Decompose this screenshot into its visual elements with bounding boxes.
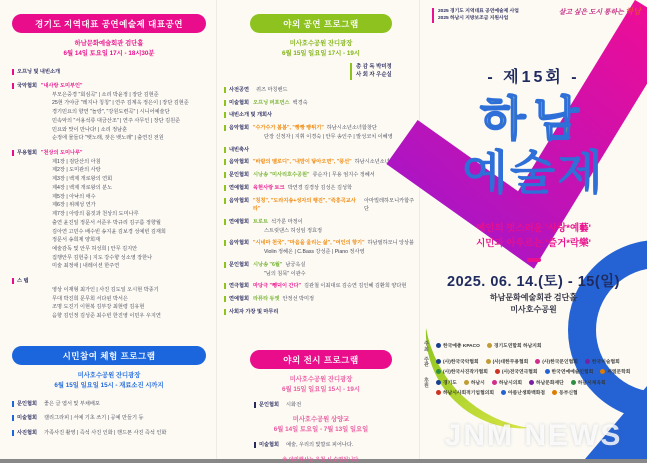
citizen-program-venue — [12, 371, 206, 391]
section-label: 음악협회 — [229, 197, 250, 204]
section-title: 시낭송 "미사리호수공원" — [253, 172, 310, 179]
section-text: 가족사진 촬영 | 즉석 사진 인화 | 핸드폰 사진 즉석 인화 — [44, 429, 167, 436]
section-text: 좋은 글 엽서 및 부채배포 — [44, 400, 100, 407]
section-label: 국악협회 — [17, 83, 38, 90]
festival-date: 2025. 06. 14.(토) - 15(일) — [447, 274, 620, 290]
program-section — [224, 197, 418, 214]
section-line: Violin 정혜온 | C.Bass 강성준 | Piano 정사영 — [264, 249, 365, 256]
section-line: 제3장 | 백제 개로왕의 연회 — [52, 176, 113, 183]
section-line: 집행안무 김헌중 | 지도 강수향 성소영 장한나 — [52, 254, 153, 261]
section-heading — [12, 82, 206, 91]
rain-cancellation-note: ※ 야외행사는 우천 시 순연됩니다. — [282, 457, 360, 463]
logo-name: (사)한국국악협회 — [443, 359, 479, 365]
logo-icon — [501, 390, 506, 395]
section-label: 문인협회 — [259, 401, 280, 408]
section-text: 안정선 박미정 — [282, 296, 315, 303]
logo-name: (사)대한무용협회 — [492, 359, 529, 365]
logo-icon — [545, 369, 550, 374]
section-line: 조명 도진기 이현복 김부강 최현령 김유현 — [52, 304, 145, 311]
section-title: "바람의 멜로디", "내맘이 닿아오면", "풍선" — [253, 159, 352, 166]
section-title: "시네마 천국", "마음을 울리는 삶", "여인의 향기" — [253, 240, 365, 247]
program-section — [224, 308, 418, 317]
section-line: 스트릿댄스 허성임 정효정 — [264, 227, 323, 234]
section-heading — [224, 86, 418, 95]
section-title: 라퓨타 듀엣 — [253, 296, 280, 303]
section-heading — [224, 239, 418, 248]
section-line: 제1장 | 검단산의 아침 — [52, 158, 101, 165]
venue-name: 미사호수공원 상양교 — [292, 416, 350, 424]
program-section — [12, 414, 206, 423]
organizer-logo — [600, 368, 630, 375]
section-title: "내사랑 도미부인" — [41, 83, 83, 90]
organizer-logo — [486, 358, 529, 365]
program-section — [224, 295, 418, 304]
section-label: 내빈축사 — [229, 146, 250, 153]
logo-name: (사)한국사진작가협회 — [443, 369, 488, 375]
section-line: 제6장 | 위례성 연가 — [52, 202, 96, 209]
section-bullet — [224, 198, 226, 204]
logo-icon — [436, 343, 441, 348]
news-watermark: JNM NEWS — [444, 419, 623, 452]
section-label: 미술협회 — [229, 99, 250, 106]
section-line: 순정에 물들다 "뱃노래, 잦은 뱃노래" | 출연진 전원 — [52, 135, 164, 142]
section-heading — [12, 68, 206, 77]
section-bullet — [254, 442, 256, 448]
section-title: "수가수가 봄봄", "빵빵 빵튀기" — [253, 125, 324, 132]
section-heading — [224, 218, 418, 227]
organizer-logo — [495, 368, 538, 375]
section-label: 미술협회 — [17, 415, 38, 422]
section-text: 김관철 이최대로 김승연 김인혜 김환희 양다현 — [303, 283, 407, 290]
section-label: 오프닝 및 내빈소개 — [17, 68, 60, 75]
section-bullet — [224, 309, 226, 315]
logo-icon — [436, 380, 441, 385]
logo-icon — [492, 380, 497, 385]
section-bullet — [12, 150, 14, 156]
main-performance-venue — [12, 39, 206, 59]
section-label: 무용협회 — [17, 150, 38, 157]
section-heading — [254, 441, 418, 450]
section-line: 음향 김인정 김성준 최수빈 한진영 이민우 우지연 — [52, 312, 161, 319]
section-text: 백경숙 — [292, 99, 308, 106]
credit-line: 총 감 독 박미정 — [356, 63, 392, 70]
venue-datetime: 6월 15일 일요일 17시 - 19시 — [282, 49, 360, 57]
organizer-logo — [436, 358, 479, 365]
section-heading — [224, 124, 418, 133]
section-line: 예술감독 및 안무 허성희 | 안무 김지안 — [52, 245, 138, 252]
venue-datetime: 6월 14일 토요일 - 7월 13일 일요일 — [273, 425, 369, 433]
section-title: "천상의 도미나루" — [41, 150, 83, 157]
panel-citizen-program — [12, 346, 206, 443]
panel-outdoor-performance — [224, 14, 418, 321]
logo-icon — [464, 380, 469, 385]
logo-name: 하남시사회적기업협의회 — [443, 390, 494, 396]
panel-title — [420, 0, 647, 459]
festival-venue-2: 미사호수공원 — [510, 305, 557, 314]
festival-title-line2: 예술제 — [462, 146, 605, 199]
section-line: 경기민요의 향연 "놀랑", "강원도련곡" | 시니어예술단 — [52, 109, 170, 116]
logo-name: (사)한국문인협회 — [542, 359, 578, 365]
section-heading — [12, 400, 206, 409]
section-line: 제4장 | 백제 개로왕의 분노 — [52, 184, 113, 191]
sponsor-logo — [529, 379, 564, 386]
section-line: 민속악의 "서용석류 대금산조" | 연주 사무인 | 장단 김원준 — [52, 117, 181, 124]
sponsor-logo — [501, 389, 545, 396]
section-line: 민요와 맛이 만나다! | 소리 정남훈 — [52, 126, 128, 133]
venue-name: 미사호수공원 잔디광장 — [289, 376, 353, 383]
venue-datetime: 6월 14일 토요일 17시 - 18시30분 — [63, 49, 155, 57]
section-text: 하남시소년소녀합창단 — [326, 125, 377, 132]
panel-outdoor-exhibition — [224, 350, 418, 463]
program-section — [254, 401, 418, 410]
logo-name: 하남시체육회 — [577, 380, 606, 386]
logo-name: 한국예총 KPACO — [443, 344, 480, 349]
program-section — [224, 239, 418, 256]
section-line: 제2장 | 도미관의 사랑 — [52, 167, 101, 174]
program-section — [224, 86, 418, 95]
section-heading — [12, 149, 206, 158]
sponsor-logo — [436, 379, 457, 386]
section-line: 25현 가야금 "레지나 칭칭" | 연주 김계옥 정은이 | 장단 김현준 — [52, 100, 189, 107]
section-line: 김아연 고민수 배수빈 송지윤 김보경 성예빈 김재희 — [52, 228, 166, 235]
section-bullet — [12, 278, 14, 284]
section-line: 무대 박진희 문무희 서다윈 박서은 — [52, 295, 128, 302]
logo-icon — [436, 369, 441, 374]
section-line: 제7장 | 아랑의 몸짓과 천상의 도미나루 — [52, 211, 139, 218]
section-label: 문인협회 — [229, 261, 250, 268]
section-line: 제5장 | 아낙의 애수 — [52, 193, 96, 200]
divider-dash — [527, 258, 541, 262]
logo-name: 씨엘문학회 — [607, 369, 631, 375]
organizer-logos — [436, 358, 645, 375]
section-heading — [224, 261, 418, 270]
notice-line: 2025 하남시 지방보조금 지원사업 — [438, 16, 509, 22]
section-heading — [12, 429, 206, 438]
main-performance-sections — [12, 68, 206, 321]
festival-tagline — [420, 222, 647, 251]
section-bullet — [224, 185, 226, 191]
logo-name: 아름난생화백화점 — [507, 390, 546, 396]
section-bullet — [224, 125, 226, 131]
section-bullet — [224, 296, 226, 302]
section-text: 박연경 김경상 김성은 김성학 — [287, 184, 353, 191]
section-bullet — [12, 401, 14, 407]
exhibition-venue — [224, 375, 418, 395]
section-label: 내빈소개 및 개회사 — [229, 112, 272, 119]
program-section — [224, 184, 418, 193]
sponsor-logo — [492, 379, 522, 386]
section-text: 류순자 | 무용 엄지수 정혜서 — [312, 172, 375, 179]
logo-name: (사)전국연극협회 — [501, 369, 538, 375]
section-label: 음악협회 — [229, 125, 250, 132]
program-section — [224, 111, 418, 120]
section-line: 부모은중경 "회심곡" | 소리 박윤정 | 장단 김현준 — [52, 91, 159, 98]
sponsor-logo — [464, 379, 485, 386]
section-heading — [224, 197, 418, 214]
section-heading — [12, 277, 206, 286]
section-text: 하남시소년소녀합창단 — [354, 159, 405, 166]
logo-icon — [600, 369, 605, 374]
logo-icon — [552, 390, 557, 395]
exhibition-venue — [224, 415, 418, 435]
section-bullet — [224, 159, 226, 165]
program-section — [12, 149, 206, 271]
main-performance-header: 경기도 지역대표 공연예술제 대표공연 — [12, 14, 206, 33]
program-section — [224, 99, 418, 108]
section-text: 아마빌레하모니카합주단 — [364, 197, 415, 213]
section-heading — [224, 295, 418, 304]
section-label: 연예협회 — [229, 218, 250, 225]
section-heading — [224, 171, 418, 180]
logo-name: 경기도연합회 하남지회 — [493, 344, 542, 349]
logo-name: 하남시의회 — [498, 380, 522, 386]
section-line: "님의 침묵" 이관수 — [264, 270, 306, 277]
outdoor-performance-items — [224, 86, 418, 317]
citizen-program-header: 시민참여 체험 프로그램 — [12, 346, 206, 365]
section-heading — [224, 146, 418, 155]
section-heading — [254, 401, 418, 410]
section-text: 예술, 우리의 빛깔로 피어나다. — [286, 441, 354, 448]
section-label: 사회자 가장 및 마무리 — [229, 309, 279, 316]
host-label: 주최 — [424, 341, 429, 353]
section-heading — [12, 414, 206, 423]
section-label: 사진협회 — [17, 429, 38, 436]
section-bullet — [12, 415, 14, 421]
logo-icon — [486, 359, 491, 364]
section-line: 출연 윤진일 정문서 서준우 박규리 김구름 정향월 — [52, 219, 161, 226]
tagline-line: 시민과 아우르는 '즐거*락樂' — [476, 237, 591, 249]
sponsor-label: 후원 — [424, 377, 429, 390]
logo-icon — [487, 343, 492, 348]
tagline-line: 예인의 멋스러운 '사랑*예藝' — [476, 223, 591, 234]
section-heading — [224, 111, 418, 120]
section-title: 오프닝 퍼포먼스 — [253, 99, 290, 106]
logo-icon — [571, 380, 576, 385]
section-bullet — [12, 69, 14, 75]
outdoor-exhibition-header: 야외 전시 프로그램 — [250, 350, 392, 369]
section-line: 영상 이재형 최가인 | 사진 김도일 오시현 박종기 — [52, 286, 159, 293]
section-title: 마당극 "뺑덕이 간다" — [253, 283, 301, 290]
section-text: 퀴즈 마칭밴드 — [256, 86, 288, 93]
host-logo — [436, 342, 480, 349]
program-section — [224, 124, 418, 141]
logo-icon — [436, 359, 441, 364]
sponsor-logos — [436, 379, 645, 396]
section-label: 연극협회 — [229, 283, 250, 290]
program-section — [224, 146, 418, 155]
venue-name: 미사호수공원 잔디광장 — [77, 372, 141, 379]
section-label: 음악협회 — [229, 240, 250, 247]
program-section — [224, 218, 418, 235]
section-title: 트로트 — [253, 218, 269, 225]
section-label: 문인협회 — [17, 400, 38, 407]
logo-icon — [436, 390, 441, 395]
section-line: 미술 최정애 | 내레이션 한주연 — [52, 263, 120, 270]
program-section — [12, 82, 206, 143]
organizer-logo — [436, 368, 488, 375]
logo-name: 한국미술협회 — [591, 359, 620, 365]
section-text: 하남필하모니 앙상블 — [367, 240, 415, 247]
section-bullet — [224, 219, 226, 225]
organizer-label: 주관 — [424, 356, 429, 369]
section-label: 음악협회 — [229, 159, 250, 166]
section-title: "칭칭", "도라지송+성자의 행진", "즉흥곡교사타" — [253, 197, 356, 213]
section-text: 시화전 — [286, 401, 302, 408]
festival-title-line1: 하남 — [480, 92, 587, 145]
logo-icon — [585, 359, 590, 364]
logo-name: 한국연예예술인협회 — [551, 369, 594, 375]
section-bullet — [12, 83, 14, 89]
section-heading — [224, 282, 418, 291]
sponsor-row — [424, 379, 645, 396]
organizer-logo — [535, 358, 578, 365]
organizer-logo — [545, 368, 594, 375]
section-bullet — [224, 147, 226, 153]
venue-datetime: 6월 15일 일요일 15시 - 19시 — [282, 385, 360, 393]
festival-edition: - 제15회 - — [487, 69, 580, 86]
program-section — [12, 400, 206, 409]
sponsor-logo — [552, 389, 578, 396]
section-label: 스 텝 — [17, 278, 29, 285]
outdoor-performance-venue — [224, 39, 418, 59]
support-notices — [432, 8, 519, 23]
section-bullet — [12, 430, 14, 436]
fold-line-left — [216, 0, 217, 459]
section-bullet — [224, 240, 226, 246]
section-bullet — [254, 402, 256, 408]
credit-line: 사 회 자 우순실 — [356, 72, 392, 79]
section-title: 시낭송 "6월" — [253, 261, 283, 268]
section-bullet — [224, 87, 226, 93]
section-title: 육현사랑 토크 — [253, 184, 285, 191]
section-bullet — [224, 100, 226, 106]
festival-venue-1: 하남문화예술회관 검단홀 — [489, 293, 578, 302]
section-text: 석가룬 마정이 — [271, 218, 303, 225]
organizer-row — [424, 358, 645, 375]
section-bullet — [224, 112, 226, 118]
logo-icon — [535, 359, 540, 364]
section-line: 단장 신정자 | 지휘 이경숙 | 안무 송인주 | 발성코치 이혜영 — [264, 133, 393, 140]
program-section — [224, 282, 418, 291]
slogan-city: 하남 — [625, 7, 641, 16]
host-logo — [487, 342, 542, 349]
section-text: 남궁옥실 — [285, 261, 306, 268]
logo-name: 경기도 — [443, 380, 457, 386]
section-heading — [224, 184, 418, 193]
slogan-text: 살고 싶은 도시 통하는 — [558, 9, 626, 16]
program-section — [224, 171, 418, 180]
outdoor-exhibition-blocks — [224, 375, 418, 449]
section-label: 연예협회 — [229, 184, 250, 191]
section-heading — [224, 99, 418, 108]
section-label: 연예협회 — [229, 296, 250, 303]
logo-name: 하남문화재단 — [535, 380, 564, 386]
section-line: 정문서 송희제 양희재 — [52, 237, 100, 244]
director-credits — [350, 63, 418, 80]
section-bullet — [224, 172, 226, 178]
section-heading — [224, 308, 418, 317]
logo-icon — [495, 369, 500, 374]
logo-icon — [529, 380, 534, 385]
sponsor-logo — [436, 389, 494, 396]
program-section — [12, 429, 206, 438]
section-label: 문인협회 — [229, 172, 250, 179]
panel-main-performance — [12, 14, 206, 327]
section-label: 미술협회 — [259, 441, 280, 448]
outdoor-performance-header: 야외 공연 프로그램 — [250, 14, 392, 33]
program-section — [12, 68, 206, 77]
host-logos — [436, 342, 645, 349]
organizer-logo — [585, 358, 620, 365]
program-section — [12, 277, 206, 321]
venue-name: 하남문화예술회관 검단홀 — [74, 40, 144, 47]
sponsor-logo — [571, 379, 606, 386]
logo-name: 하남시 — [470, 380, 485, 386]
section-label: 사전공연 — [229, 86, 250, 93]
section-bullet — [224, 262, 226, 268]
program-section — [224, 261, 418, 278]
notice-line: 2025 경기도 지역대표 공연예술제 사업 — [438, 9, 519, 14]
venue-datetime: 6월 15일 일요일 15시 - 재료소진 시까지 — [54, 381, 164, 389]
section-text: 캘리그라피 | 서예 기초 쓰기 | 공예 만들기 등 — [44, 415, 144, 422]
host-row — [424, 342, 645, 354]
citizen-program-items — [12, 400, 206, 438]
city-slogan — [559, 6, 641, 17]
logo-name: 동부신협 — [559, 390, 578, 396]
section-bullet — [224, 283, 226, 289]
program-section — [254, 441, 418, 450]
venue-name: 미사호수공원 잔디광장 — [289, 40, 353, 47]
